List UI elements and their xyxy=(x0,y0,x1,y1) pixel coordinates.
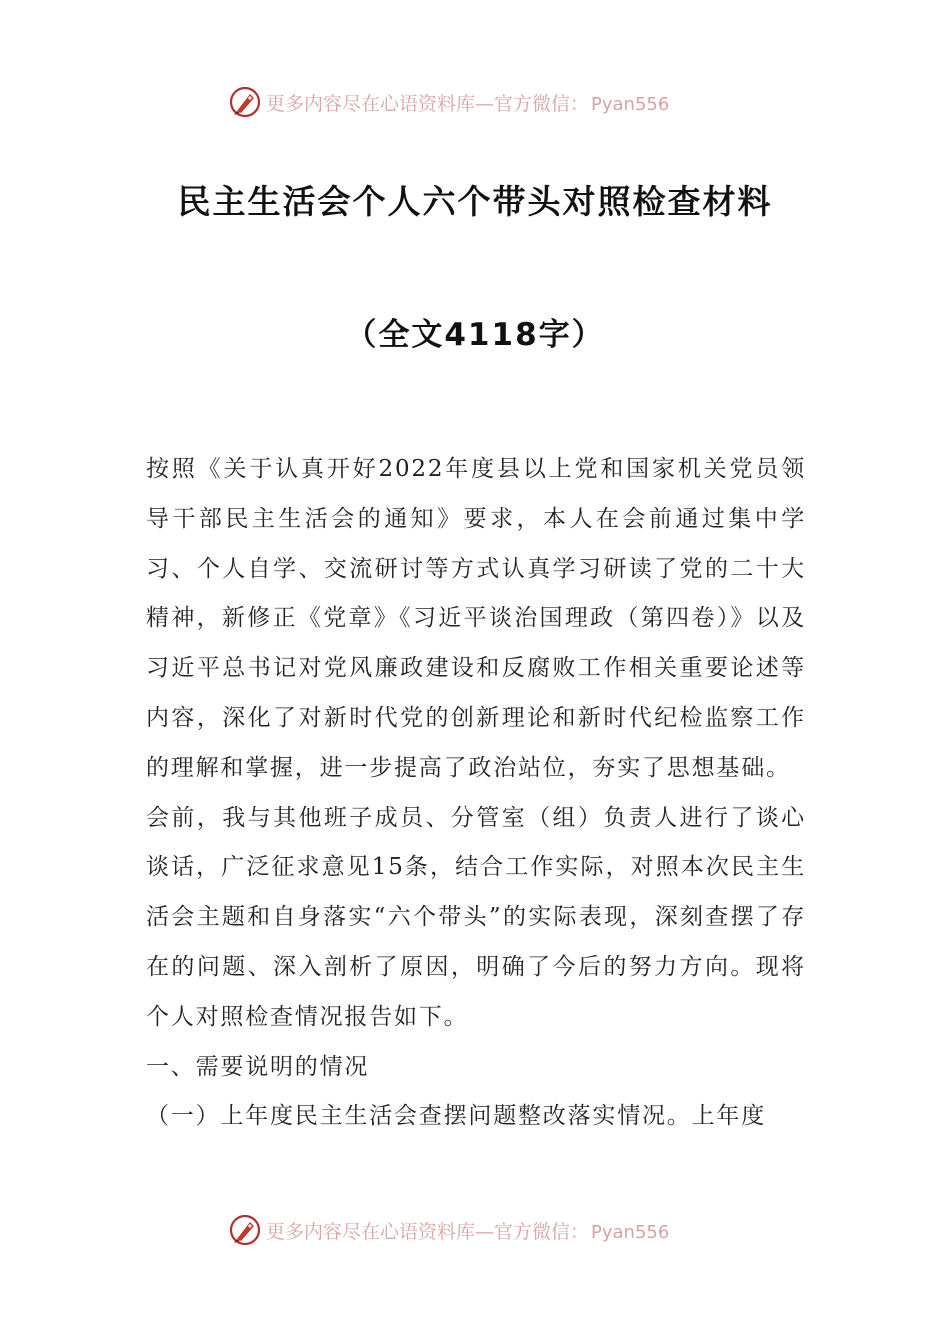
watermark-handle: Pyan556 xyxy=(591,1221,670,1243)
section-heading: 一、需要说明的情况 xyxy=(146,1053,370,1080)
watermark-text: 更多内容尽在心语资料库—官方微信： Pyan556 xyxy=(266,92,670,115)
paragraph-preparation: 会前，我与其他班子成员、分管室（组）负责人进行了谈心谈话，广泛征求意见15条，结合工作实际，对照本次民主生活会主题和自身落实“六个带头”的实际表现，深刻查摆了存在的问题、深入剖析了原因，明确了今后的努力方向。现将个人对照检查情况报告如下。 xyxy=(146,804,806,1030)
document-title: 民主生活会个人六个带头对照检查材料 xyxy=(177,182,773,221)
watermark-banner-bottom xyxy=(228,1210,748,1250)
watermark-banner-top xyxy=(228,82,748,122)
paragraph-intro: 按照《关于认真开好2022年度县以上党和国家机关党员领导干部民主生活会的通知》要求，本人在会前通过集中学习、个人自学、交流研讨等方式认真学习研读了党的二十大精神，新修正《党章》《习近平谈治国理政（第四卷）》以及习近平总书记对党风廉政建设和反腐败工作相关重要论述等内容，深化了对新时代党的创新理论和新时代纪检监察工作的理解和掌握，进一步提高了政治站位，夯实了思想基础。 xyxy=(146,456,806,781)
subsection-heading: （一）上年度民主生活会查摆问题整改落实情况。上年度 xyxy=(146,1103,766,1130)
pen-nib-circle-icon xyxy=(228,85,262,119)
watermark-text: 更多内容尽在心语资料库—官方微信： Pyan556 xyxy=(266,1220,670,1243)
watermark-handle: Pyan556 xyxy=(591,93,670,115)
document-subtitle: （全文4118字） xyxy=(345,317,605,353)
document-body xyxy=(146,445,806,1142)
pen-nib-circle-icon xyxy=(228,1213,262,1247)
